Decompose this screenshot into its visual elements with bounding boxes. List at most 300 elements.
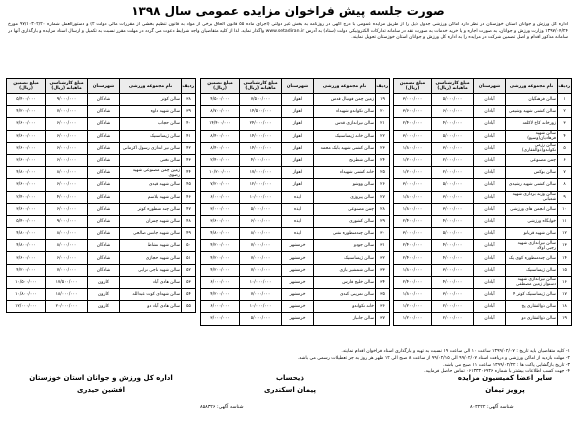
table-cell: ۳/۰۰۰/۰۰۰ <box>394 94 432 106</box>
column-header: مبلغ تضمین (ریال) <box>201 79 240 94</box>
table-row <box>7 154 196 166</box>
table-cell: ۴/۲۰۰/۰۰۰ <box>7 106 46 118</box>
table-row <box>7 276 196 288</box>
table-cell: ۸/۰۰۰/۰۰۰ <box>240 228 282 240</box>
table-cell: ۳۶ <box>376 301 390 313</box>
table-cell: ۱۰/۰۰۰/۰۰۰ <box>240 191 282 203</box>
table-cell: سالن هادی آباد <box>120 276 182 288</box>
table-cell: ۲/۰۰۰/۰۰۰ <box>432 313 474 325</box>
table-cell: ۸/۰۰۰/۰۰۰ <box>46 228 88 240</box>
table-cell: سالن بوکس <box>506 167 558 179</box>
table-cell: ۲۰/۰۰۰/۰۰۰ <box>46 301 88 313</box>
table-row <box>201 167 390 179</box>
table-row <box>201 276 390 288</box>
column-header: شهرستان <box>282 79 314 94</box>
column-header: ردیف <box>376 79 390 94</box>
table-cell: کارون <box>88 289 120 301</box>
table-row <box>201 154 390 166</box>
table-cell: ایذه <box>282 228 314 240</box>
table-cell: ۶/۰۰۰/۰۰۰ <box>46 130 88 142</box>
table-cell: ۴/۰۰۰/۰۰۰ <box>240 154 282 166</box>
table-row <box>7 191 196 203</box>
table-cell: خرمشهر <box>282 264 314 276</box>
table-cell: ۲/۴۰۰/۰۰۰ <box>7 191 46 203</box>
table-cell: ۵/۰۰۰/۰۰۰ <box>240 203 282 215</box>
table-cell: ۹/۰۰۰/۰۰۰ <box>46 94 88 106</box>
table-cell: زمین چمن فوتبال قدس <box>314 94 376 106</box>
table-cell: شادگان <box>88 264 120 276</box>
table-cell: سالن کشوری <box>314 215 376 227</box>
table-row <box>394 203 572 215</box>
table-cell: ۵۰ <box>182 240 196 252</box>
table-cell: سالن وزنه برداری شهید شعبانی <box>506 191 558 203</box>
table-row <box>394 118 572 130</box>
table-cell: ۱۲ <box>558 228 572 240</box>
table-cell: ۳۰ <box>376 228 390 240</box>
table-cell: ۳۹ <box>182 106 196 118</box>
table-cell: ۳ <box>558 118 572 130</box>
table-cell: ۲/۴۰۰/۰۰۰ <box>394 252 432 264</box>
table-row <box>7 252 196 264</box>
table-cell: ۶ <box>558 154 572 166</box>
note-line: ۱- کلیه متقاضیان باید تاریخ : ۱۳۹۹/۰۲/۰۷ ساعت ۱۰ الی ساعت ۱۹ نسبت به تهیه و بارگذاری اسناد فراخوان اقدام نمایند. <box>341 349 570 354</box>
table-cell: ۴۸ <box>182 215 196 227</box>
table-cell: سالن فرهنگیان <box>506 94 558 106</box>
table-cell: ۴/۸۰۰/۰۰۰ <box>7 228 46 240</box>
note-line: ۲- مهلت بازدید از اماکن ورزشی و دریافت اسناد ۹۹/۰۲/۰۷ الی ۹۹/۰۲/۱۵ از ساعت ۸ صبح الی ۱۲ ظهر هر روز به جز تعطیلات رسمی می باشد. <box>297 355 570 361</box>
table-cell: ۳/۰۰۰/۰۰۰ <box>432 142 474 154</box>
table-cell: سالن شهید نشاط <box>120 240 182 252</box>
table-cell: خرمشهر <box>282 276 314 288</box>
table-cell: سالن کشتی شهید بابک محمد <box>314 142 376 154</box>
table-cell: ۳/۶۰۰/۰۰۰ <box>7 130 46 142</box>
column-header: نام مجموعه ورزشی <box>314 79 376 94</box>
table-cell: ۱۰/۰۰۰/۰۰۰ <box>240 301 282 313</box>
table-cell: سالن خلیج فارس <box>314 276 376 288</box>
table-cell: اهواز <box>282 130 314 142</box>
table-cell: ۳۵ <box>376 289 390 301</box>
table-cell: شادگان <box>88 167 120 179</box>
ad-id-left: شناسه آگهی: ۸۵۸۳۲۶ <box>200 405 244 410</box>
table-cell: ۵/۰۰۰/۰۰۰ <box>240 313 282 325</box>
note-line: ۴- جهت کسب اطلاعات بیشتر با شماره ۰۶۱۳۳۳۰۶۹۳۶ تماس حاصل فرمایید. <box>424 369 570 375</box>
table-cell: ۷/۰۰۰/۰۰۰ <box>240 264 282 276</box>
table-cell: ۷/۰۰۰/۰۰۰ <box>46 106 88 118</box>
table-cell: ۵/۰۰۰/۰۰۰ <box>432 228 474 240</box>
table-cell: سالن پیروزی <box>314 191 376 203</box>
table-cell: ۲/۰۰۰/۰۰۰ <box>432 154 474 166</box>
table-cell: ۸/۴۰۰/۰۰۰ <box>201 142 240 154</box>
table-cell: کارون <box>88 276 120 288</box>
table-cell: آبادان <box>474 276 506 288</box>
table-cell: ۳/۶۰۰/۰۰۰ <box>7 142 46 154</box>
table-cell: اهواز <box>282 94 314 106</box>
table-cell: ۴/۲۰۰/۰۰۰ <box>201 240 240 252</box>
table-cell: ۱/۸۰۰/۰۰۰ <box>394 203 432 215</box>
table-cell: سالن ووشو <box>314 179 376 191</box>
table-cell: ۲ <box>558 106 572 118</box>
table-cell: شادگان <box>88 118 120 130</box>
table-cell: سالن انجمن های ورزشی <box>506 203 558 215</box>
table-cell: ۲/۰۰۰/۰۰۰ <box>432 301 474 313</box>
table-cell: ۱۷/۰۰۰/۰۰۰ <box>240 167 282 179</box>
table-row <box>394 252 572 264</box>
table-cell: ۱۱ <box>558 215 572 227</box>
table-cell: ۴/۰۰۰/۰۰۰ <box>432 118 474 130</box>
table-cell: اهواز <box>282 106 314 118</box>
table-cell: ۷/۰۰۰/۰۰۰ <box>46 264 88 276</box>
table-cell: آبادان <box>474 264 506 276</box>
table-cell: ۶/۰۰۰/۰۰۰ <box>46 142 88 154</box>
table-cell: ۱ <box>558 94 572 106</box>
table-row <box>201 264 390 276</box>
table-cell: سالن تیراندازی قدس <box>314 118 376 130</box>
table-cell: آبادان <box>474 167 506 179</box>
table-cell: ۷/۰۰۰/۰۰۰ <box>240 289 282 301</box>
table-cell: ۱۴/۵۰۰/۰۰۰ <box>240 106 282 118</box>
table-cell: سالن تکواندو شهیداء <box>314 106 376 118</box>
table-cell: ۴۱ <box>182 130 196 142</box>
table-cell: ۲۳ <box>376 142 390 154</box>
table-cell: ۲۵ <box>376 167 390 179</box>
table-cell: ۲۹ <box>376 215 390 227</box>
table-cell: شادگان <box>88 240 120 252</box>
table-cell: ۲/۴۰۰/۰۰۰ <box>201 154 240 166</box>
signature-director: اداره کل ورزش و جوانان استان خوزستان افشین حیدری <box>29 374 173 394</box>
table-cell: ۲/۰۰۰/۰۰۰ <box>432 167 474 179</box>
table-cell: ۱۰/۵۰۰/۰۰۰ <box>7 276 46 288</box>
table-cell: آبادان <box>474 179 506 191</box>
table-cell: ۳/۰۰۰/۰۰۰ <box>432 264 474 276</box>
table-cell: اهواز <box>282 154 314 166</box>
table-cell: ۶/۰۰۰/۰۰۰ <box>432 106 474 118</box>
table-cell: ۱۹ <box>376 94 390 106</box>
table-row <box>7 215 196 227</box>
table-cell: ۱۴ <box>558 252 572 264</box>
table-cell: آبادان <box>474 252 506 264</box>
table-cell: ۸/۷۰۰/۰۰۰ <box>201 106 240 118</box>
table-cell: ۶/۰۰۰/۰۰۰ <box>201 191 240 203</box>
table-row <box>7 301 196 313</box>
column-header: ردیف <box>558 79 572 94</box>
table-row <box>394 106 572 118</box>
table-cell: سالن هادی آباد دو <box>120 301 182 313</box>
table-cell: ۲۱ <box>376 118 390 130</box>
table-cell: ۵۱ <box>182 252 196 264</box>
table-cell: ۳/۶۰۰/۰۰۰ <box>7 154 46 166</box>
auction-table-middle <box>200 78 390 326</box>
table-cell: ۳۴ <box>376 276 390 288</box>
table-cell: آبادان <box>474 154 506 166</box>
table-cell: ۴/۲۰۰/۰۰۰ <box>201 264 240 276</box>
table-cell: ۲/۴۰۰/۰۰۰ <box>394 215 432 227</box>
table-row <box>7 240 196 252</box>
table-cell: چمن مصنوعی <box>314 203 376 215</box>
ad-id-right: شناسه آگهی: ۸۰۳۲۲۲ <box>470 405 514 410</box>
table-cell: خرمشهر <box>282 313 314 325</box>
table-cell: آبادان <box>474 301 506 313</box>
table-cell: ۹ <box>558 191 572 203</box>
table-row <box>394 313 572 325</box>
table-cell: خرمشهر <box>282 289 314 301</box>
intro-paragraph: اداره کل ورزش و جوانان استان خوزستان در نظر دارد اماکن ورزشی جدول ذیل را از طریق مزایده عمومی با درج آگهی در روزنامه به بخش غیر دولتی (اجرای ماده ۵۵ قانون الحاق برخی از مواد به قانون تنظیم بخشی از مقررات مالی دولت ۲) و دستورالعمل شماره ۹۷/۱۰۳۰۲/۲۰ مورخ ۱۳۹۷/۰۴/۲۴ وزارت ورزش و جوانان، به صورت اجاره و یا خرید خدمات به صورت نقد در سامانه تدارکات الکترونیکی دولت (ستاد) به آدرس www.setadiran.ir واگذار نماید. لذا از کلیه متقاضیان واجد شرایط دعوت می گردد در مهلت مقرر نسبت به تکمیل و ارسال اسناد مزایده و بارگذاری آنها در سامانه مذکور اقدام و اصل تضمین شرکت در مزایده را به اداره کل ورزش و جوانان استان خوزستان تحویل نمایند. <box>8 22 568 41</box>
table-cell: ۱/۸۰۰/۰۰۰ <box>394 264 432 276</box>
auction-table-left <box>6 78 196 313</box>
table-cell: سالن شمشیر بازی <box>314 264 376 276</box>
table-row <box>201 215 390 227</box>
table-row <box>7 142 196 154</box>
table-cell: ۱۰/۰۰۰/۰۰۰ <box>240 276 282 288</box>
table-cell: آبادان <box>474 118 506 130</box>
table-cell: شادگان <box>88 94 120 106</box>
table-row <box>394 215 572 227</box>
table-cell: ۴/۲۰۰/۰۰۰ <box>201 289 240 301</box>
table-cell: ۶/۰۰۰/۰۰۰ <box>46 203 88 215</box>
table-cell: ۱۹ <box>558 313 572 325</box>
table-cell: آبادان <box>474 240 506 252</box>
table-cell: خانه کشتی شهیداء <box>314 167 376 179</box>
table-cell: ۴/۸۰۰/۰۰۰ <box>7 240 46 252</box>
table-cell: ۱۳ <box>558 240 572 252</box>
table-cell: سالن شهدای کوت عبدالله <box>120 289 182 301</box>
table-cell: ۸ <box>558 179 572 191</box>
table-cell: ۴/۰۰۰/۰۰۰ <box>432 215 474 227</box>
table-cell: آبادان <box>474 228 506 240</box>
column-header: نام مجموعه ورزشی <box>506 79 558 94</box>
table-cell: آبادان <box>474 106 506 118</box>
table-cell: شادگان <box>88 252 120 264</box>
table-row <box>394 264 572 276</box>
table-cell: ۳/۰۰۰/۰۰۰ <box>432 203 474 215</box>
note-line: ۳- تاریخ بازگشایی پاکت ها : ۱۳۹۹/۰۲/۲۲ ساعت ۱۱ صبح می باشد. <box>443 362 570 368</box>
table-cell: ۸/۴۰۰/۰۰۰ <box>201 130 240 142</box>
table-cell: شادگان <box>88 215 120 227</box>
table-cell: ۶/۰۰۰/۰۰۰ <box>46 118 88 130</box>
table-cell: شادگان <box>88 142 120 154</box>
column-header: مبلغ تضمین (ریال) <box>394 79 432 94</box>
table-cell: ۵/۰۰۰/۰۰۰ <box>432 179 474 191</box>
table-cell: ایذه <box>282 191 314 203</box>
table-cell: خانه تکواندو <box>314 301 376 313</box>
table-cell: ۳/۰۰۰/۰۰۰ <box>201 203 240 215</box>
table-cell: سالن ذوالفقاری پخ <box>506 301 558 313</box>
table-cell: سالن تیراندازی شهید دستوار زمین مصطفی <box>506 276 558 288</box>
table-row <box>201 240 390 252</box>
table-cell: ۲/۴۰۰/۰۰۰ <box>394 118 432 130</box>
table-cell: شادگان <box>88 130 120 142</box>
table-row <box>7 118 196 130</box>
table-row <box>201 289 390 301</box>
column-header: شهرستان <box>474 79 506 94</box>
table-cell: سالن شهید قربانو <box>506 228 558 240</box>
table-cell: سالن کشتی شهید وشیعی <box>506 106 558 118</box>
table-cell: ۲/۴۰۰/۰۰۰ <box>394 276 432 288</box>
table-cell: ۵۳ <box>182 276 196 288</box>
table-cell: خرمشهر <box>282 301 314 313</box>
table-cell: ۲۰ <box>376 106 390 118</box>
table-cell: اهواز <box>282 142 314 154</box>
table-cell: آبادان <box>474 313 506 325</box>
table-row <box>7 94 196 106</box>
table-cell: سالن جودو <box>314 240 376 252</box>
table-cell: ۲/۴۰۰/۰۰۰ <box>394 240 432 252</box>
column-header: نام مجموعه ورزشی <box>120 79 182 94</box>
table-cell: ۵/۴۰۰/۰۰۰ <box>7 215 46 227</box>
table-cell: سالن ذوالفقاری دو <box>506 313 558 325</box>
table-row <box>7 264 196 276</box>
table-cell: سالن ژیمناستیک <box>120 130 182 142</box>
table-cell: ۵/۴۰۰/۰۰۰ <box>7 94 46 106</box>
column-header: مبلغ تضمین (ریال) <box>7 79 46 94</box>
table-row <box>394 276 572 288</box>
auction-table-right <box>393 78 572 326</box>
table-row <box>394 142 572 154</box>
table-cell: سالن کوثر <box>120 94 182 106</box>
table-cell: ۶/۰۰۰/۰۰۰ <box>46 179 88 191</box>
table-row <box>201 252 390 264</box>
table-cell: ۴/۰۰۰/۰۰۰ <box>46 191 88 203</box>
table-cell: ۴/۲۰۰/۰۰۰ <box>7 264 46 276</box>
table-cell: ۳۱ <box>376 240 390 252</box>
table-cell: ۳/۶۰۰/۰۰۰ <box>7 252 46 264</box>
table-cell: ۵/۰۰۰/۰۰۰ <box>432 94 474 106</box>
table-cell: سالن تیراندازی شهید رجبی اولاد <box>506 240 558 252</box>
table-cell: سالن شهید قیدی <box>120 179 182 191</box>
table-row <box>394 154 572 166</box>
table-cell: چمن مصنوعی <box>506 154 558 166</box>
table-cell: شادگان <box>88 106 120 118</box>
table-cell: ۴ <box>558 130 572 142</box>
table-cell: ۳/۶۰۰/۰۰۰ <box>7 203 46 215</box>
table-cell: آبادان <box>474 94 506 106</box>
table-cell: شادگان <box>88 154 120 166</box>
table-cell: ۱۲/۰۰۰/۰۰۰ <box>7 301 46 313</box>
table-row <box>7 179 196 191</box>
table-row <box>201 301 390 313</box>
table-cell: سالن ژیمناستیک <box>314 252 376 264</box>
table-row <box>201 179 390 191</box>
table-cell: ۳/۶۰۰/۰۰۰ <box>394 106 432 118</box>
table-cell: ۴۶ <box>182 191 196 203</box>
signature-commission: سایر اعضا کمیسیون مزایده پرویز تیمان <box>457 374 553 394</box>
table-cell: خرمشهر <box>282 240 314 252</box>
table-row <box>7 167 196 179</box>
table-row <box>7 203 196 215</box>
table-cell: ۲۴/۰۰۰/۰۰۰ <box>240 118 282 130</box>
table-cell: ۴۴ <box>182 167 196 179</box>
table-cell: ۷/۰۰۰/۰۰۰ <box>240 240 282 252</box>
signature-treasurer: ذیحساب پیمان اسکندری <box>264 374 316 394</box>
table-cell: سالن حجاب <box>120 118 182 130</box>
table-cell: ۱۰ <box>558 203 572 215</box>
table-cell: ۱۴/۰۰۰/۰۰۰ <box>240 142 282 154</box>
table-header-row <box>7 79 196 94</box>
table-cell: ۱/۸۰۰/۰۰۰ <box>394 191 432 203</box>
table-cell: ۹/۰۰۰/۰۰۰ <box>46 215 88 227</box>
table-cell: ۴/۸۰۰/۰۰۰ <box>7 167 46 179</box>
table-cell: ۴۳ <box>182 154 196 166</box>
table-cell: ۳/۰۰۰/۰۰۰ <box>201 313 240 325</box>
table-cell: ۳/۶۰۰/۰۰۰ <box>7 118 46 130</box>
table-cell: ۶/۰۰۰/۰۰۰ <box>201 276 240 288</box>
column-header: شهرستان <box>88 79 120 94</box>
table-row <box>7 228 196 240</box>
table-row <box>7 289 196 301</box>
table-cell: سالن تختی <box>120 154 182 166</box>
table-cell: ۱/۸۰۰/۰۰۰ <box>394 142 432 154</box>
table-row <box>201 203 390 215</box>
table-cell: ۱/۸۰۰/۰۰۰ <box>394 289 432 301</box>
table-row <box>7 130 196 142</box>
table-cell: ۴/۸۰۰/۰۰۰ <box>201 228 240 240</box>
table-cell: ۱۴/۴۰۰/۰۰۰ <box>201 118 240 130</box>
table-cell: ۸/۰۰۰/۰۰۰ <box>46 240 88 252</box>
table-cell: آبادان <box>474 203 506 215</box>
table-row <box>394 94 572 106</box>
table-cell: ۷/۲۰۰/۰۰۰ <box>201 179 240 191</box>
table-cell: ۶/۰۰۰/۰۰۰ <box>46 252 88 264</box>
table-cell: ۱/۲۰۰/۰۰۰ <box>394 313 432 325</box>
table-cell: آبادان <box>474 215 506 227</box>
table-cell: سالن تیر اندازی رسول اکرمانی <box>120 142 182 154</box>
table-cell: ۳۲ <box>376 252 390 264</box>
table-cell: آبادان <box>474 289 506 301</box>
table-cell: سالن کشتی شهید رشیدی <box>506 179 558 191</box>
table-cell: ۵ <box>558 142 572 154</box>
table-cell: ایذه <box>282 215 314 227</box>
table-row <box>201 142 390 154</box>
table-cell: ۳۷ <box>376 313 390 325</box>
table-cell: شادگان <box>88 228 120 240</box>
table-cell: سالن ژیمناستیک کوثر ۴ <box>506 289 558 301</box>
table-cell: ۳/۰۰۰/۰۰۰ <box>432 191 474 203</box>
table-cell: ایذه <box>282 203 314 215</box>
table-cell: ۱۴/۰۰۰/۰۰۰ <box>240 130 282 142</box>
table-cell: ۶/۰۰۰/۰۰۰ <box>46 154 88 166</box>
table-cell: ۱۶ <box>558 276 572 288</box>
table-cell: ۴۲ <box>182 142 196 154</box>
table-cell: ۱/۲۰۰/۰۰۰ <box>394 167 432 179</box>
table-cell: سالن چندمنظوره کوی یک <box>506 252 558 264</box>
table-header-row <box>201 79 390 94</box>
table-cell: ۳/۶۰۰/۰۰۰ <box>7 179 46 191</box>
table-cell: ۱۵ <box>558 264 572 276</box>
table-row <box>201 94 390 106</box>
table-cell: ۲۷ <box>376 191 390 203</box>
table-cell: ۴۹ <box>182 228 196 240</box>
table-cell: ۱۰/۸۰۰/۰۰۰ <box>7 289 46 301</box>
table-cell: ۶/۰۰۰/۰۰۰ <box>240 215 282 227</box>
table-row <box>394 289 572 301</box>
table-row <box>394 228 572 240</box>
table-cell: سالن شهید بلاسم <box>120 191 182 203</box>
table-cell: سالن شهید فرهادیان(وسیع) <box>506 130 558 142</box>
table-cell: سالن چند منظوره کوثر <box>120 203 182 215</box>
table-cell: ۵۲ <box>182 264 196 276</box>
table-row <box>201 191 390 203</box>
table-row <box>394 167 572 179</box>
table-row <box>201 118 390 130</box>
table-cell: سالن رزمی تکواندو(ذوالفقاری) <box>506 142 558 154</box>
table-row <box>394 191 572 203</box>
table-cell: ۳/۶۰۰/۰۰۰ <box>201 215 240 227</box>
table-cell: ۲۴ <box>376 154 390 166</box>
table-row <box>394 240 572 252</box>
table-header-row <box>394 79 572 94</box>
table-cell: شادگان <box>88 191 120 203</box>
table-row <box>201 313 390 325</box>
table-cell: ۴/۵۰۰/۰۰۰ <box>201 94 240 106</box>
